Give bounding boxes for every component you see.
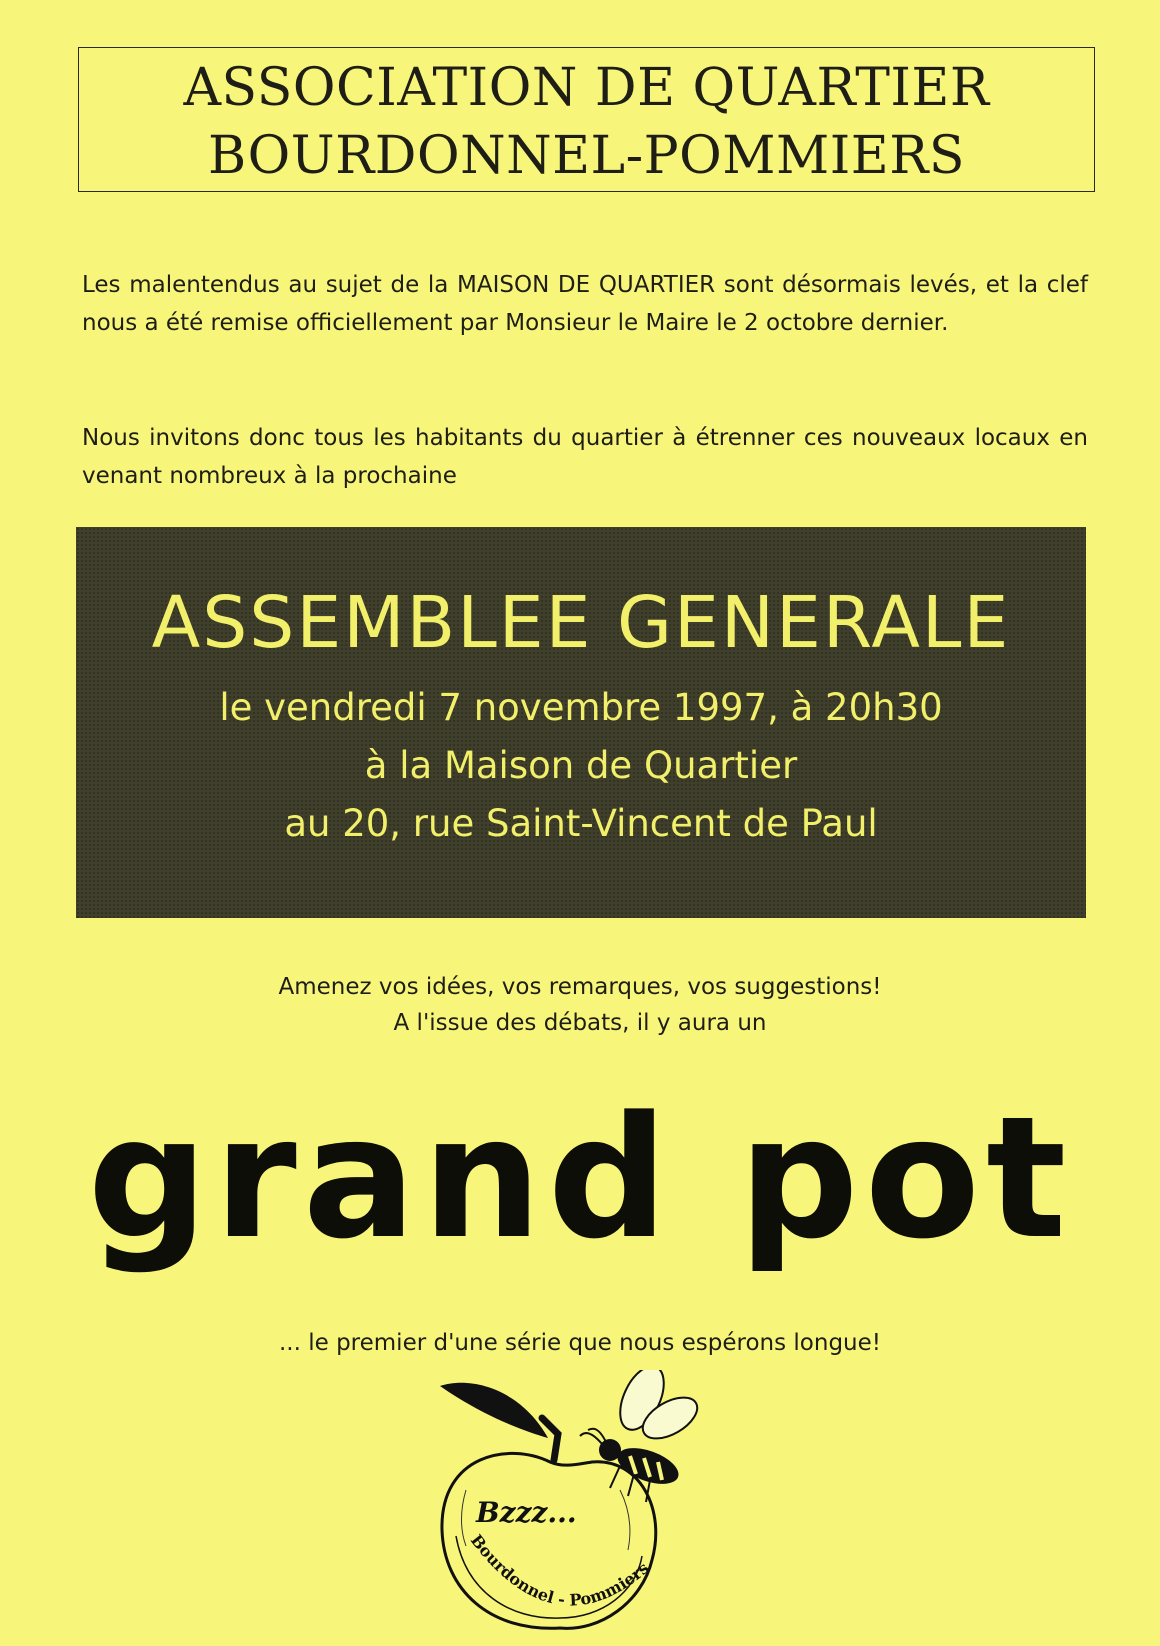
invitation-line-after-debate: A l'issue des débats, il y aura un	[393, 1010, 767, 1036]
invitation-line-ideas: Amenez vos idées, vos remarques, vos suggestions!	[278, 974, 882, 1000]
assembly-title: ASSEMBLEE GENERALE	[151, 581, 1011, 664]
logo-bzzz-text: Bzzz...	[476, 1496, 577, 1529]
grand-pot-highlight: grand pot	[87, 1080, 1073, 1276]
assembly-date: le vendredi 7 novembre 1997, à 20h30	[219, 686, 943, 729]
intro-paragraph-invite: Nous invitons donc tous les habitants du quartier à étrenner ces nouveaux locaux en venant nombreux à la prochaine	[82, 425, 1088, 489]
assembly-banner	[76, 527, 1086, 918]
assembly-place: à la Maison de Quartier	[364, 744, 798, 787]
intro-paragraph-keys: Les malentendus au sujet de la MAISON DE QUARTIER sont désormais levés, et la clef nous a été remise officiellement par Monsieur le Maire le 2 octobre dernier.	[82, 272, 1088, 336]
association-district-line: BOURDONNEL-POMMIERS	[207, 126, 966, 186]
logo-ring-text: Bourdonnel - Pommiers	[466, 1530, 653, 1610]
closing-line: ... le premier d'une série que nous espérons longue!	[278, 1330, 881, 1356]
association-title-box	[78, 47, 1095, 192]
apple-bee-logo-icon	[430, 1370, 740, 1640]
assembly-address: au 20, rue Saint-Vincent de Paul	[284, 802, 878, 845]
svg-text:Bourdonnel - Pommiers	[467, 1531, 653, 1610]
association-name-line: ASSOCIATION DE QUARTIER	[183, 58, 990, 118]
